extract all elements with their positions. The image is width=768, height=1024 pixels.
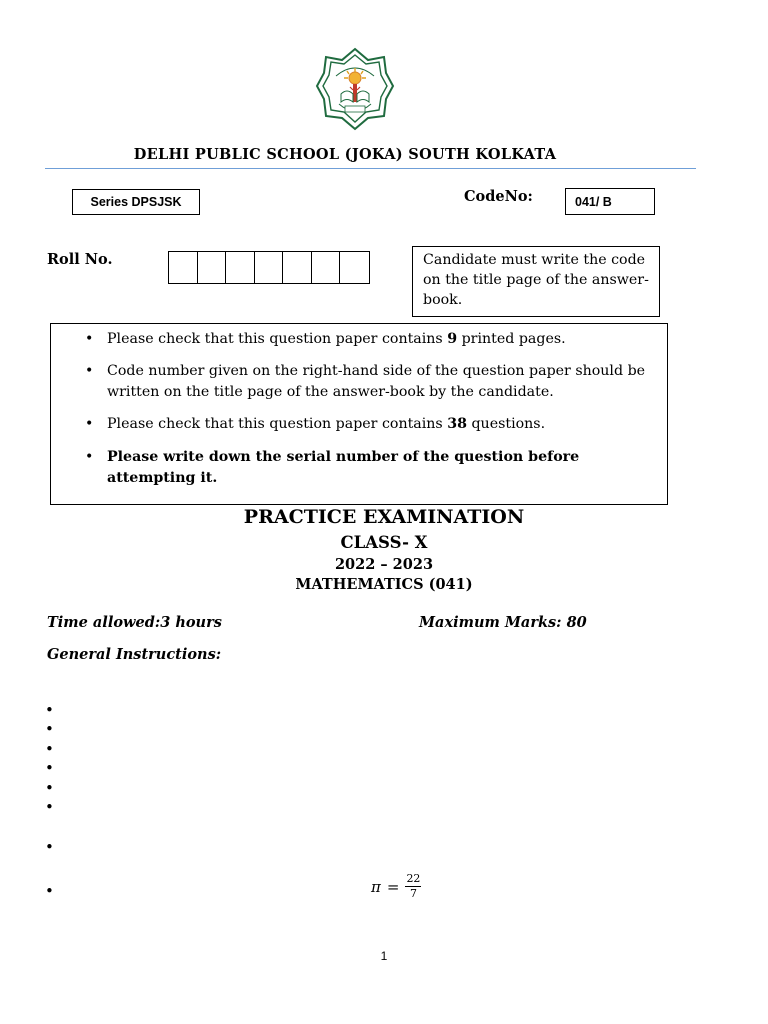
- fraction: [405, 873, 421, 900]
- roll-number-cell[interactable]: [340, 252, 369, 283]
- roll-number-label: Roll No.: [47, 251, 113, 268]
- checklist-box: [50, 323, 668, 505]
- bullet-icon: •: [45, 720, 54, 738]
- candidate-note-box: Candidate must write the code on the title page of the answer-book.: [412, 246, 660, 317]
- bullet-icon: •: [45, 779, 54, 797]
- bullet-icon: •: [45, 838, 54, 856]
- roll-number-cell[interactable]: [283, 252, 312, 283]
- page-number: 1: [380, 949, 388, 963]
- bullet-icon: •: [45, 759, 54, 777]
- time-allowed: Time allowed:3 hours: [47, 614, 222, 631]
- pi-symbol: π: [371, 877, 381, 896]
- roll-number-cell[interactable]: [255, 252, 284, 283]
- maximum-marks: Maximum Marks: 80: [419, 614, 587, 631]
- checklist-item: • Code number given on the right-hand side of the question paper should be written on the title page of the answer-book by the candidate.: [107, 361, 655, 403]
- bullet-icon: •: [45, 740, 54, 758]
- checklist-item: • Please check that this question paper contains 9 printed pages.: [107, 329, 655, 350]
- equals-sign: =: [386, 877, 400, 896]
- exam-subject: MATHEMATICS (041): [295, 576, 473, 593]
- exam-title: PRACTICE EXAMINATION: [243, 506, 525, 528]
- bullet-icon: •: [45, 798, 54, 816]
- fraction-denominator: 7: [409, 887, 417, 900]
- roll-number-cell[interactable]: [312, 252, 341, 283]
- roll-number-cell[interactable]: [169, 252, 198, 283]
- roll-number-cell[interactable]: [226, 252, 255, 283]
- school-name: DELHI PUBLIC SCHOOL (JOKA) SOUTH KOLKATA: [133, 146, 557, 163]
- bullet-icon: •: [45, 701, 54, 719]
- exam-session: 2022 – 2023: [334, 556, 434, 573]
- code-label: CodeNo:: [464, 188, 533, 205]
- header-divider: [45, 168, 696, 169]
- roll-number-boxes: [168, 251, 370, 284]
- exam-class: CLASS- X: [340, 533, 428, 552]
- pi-formula: [371, 873, 421, 900]
- checklist-item: • Please check that this question paper contains 38 questions.: [107, 414, 655, 435]
- series-box: Series DPSJSK: [72, 189, 200, 215]
- fraction-numerator: 22: [406, 872, 421, 885]
- checklist-item: • Please write down the serial number of the question before attempting it.: [107, 447, 655, 489]
- school-crest-icon: [314, 46, 396, 132]
- general-instructions-heading: General Instructions:: [47, 646, 222, 663]
- bullet-icon: •: [45, 882, 54, 900]
- code-value-box: 041/ B: [565, 188, 655, 215]
- roll-number-cell[interactable]: [198, 252, 227, 283]
